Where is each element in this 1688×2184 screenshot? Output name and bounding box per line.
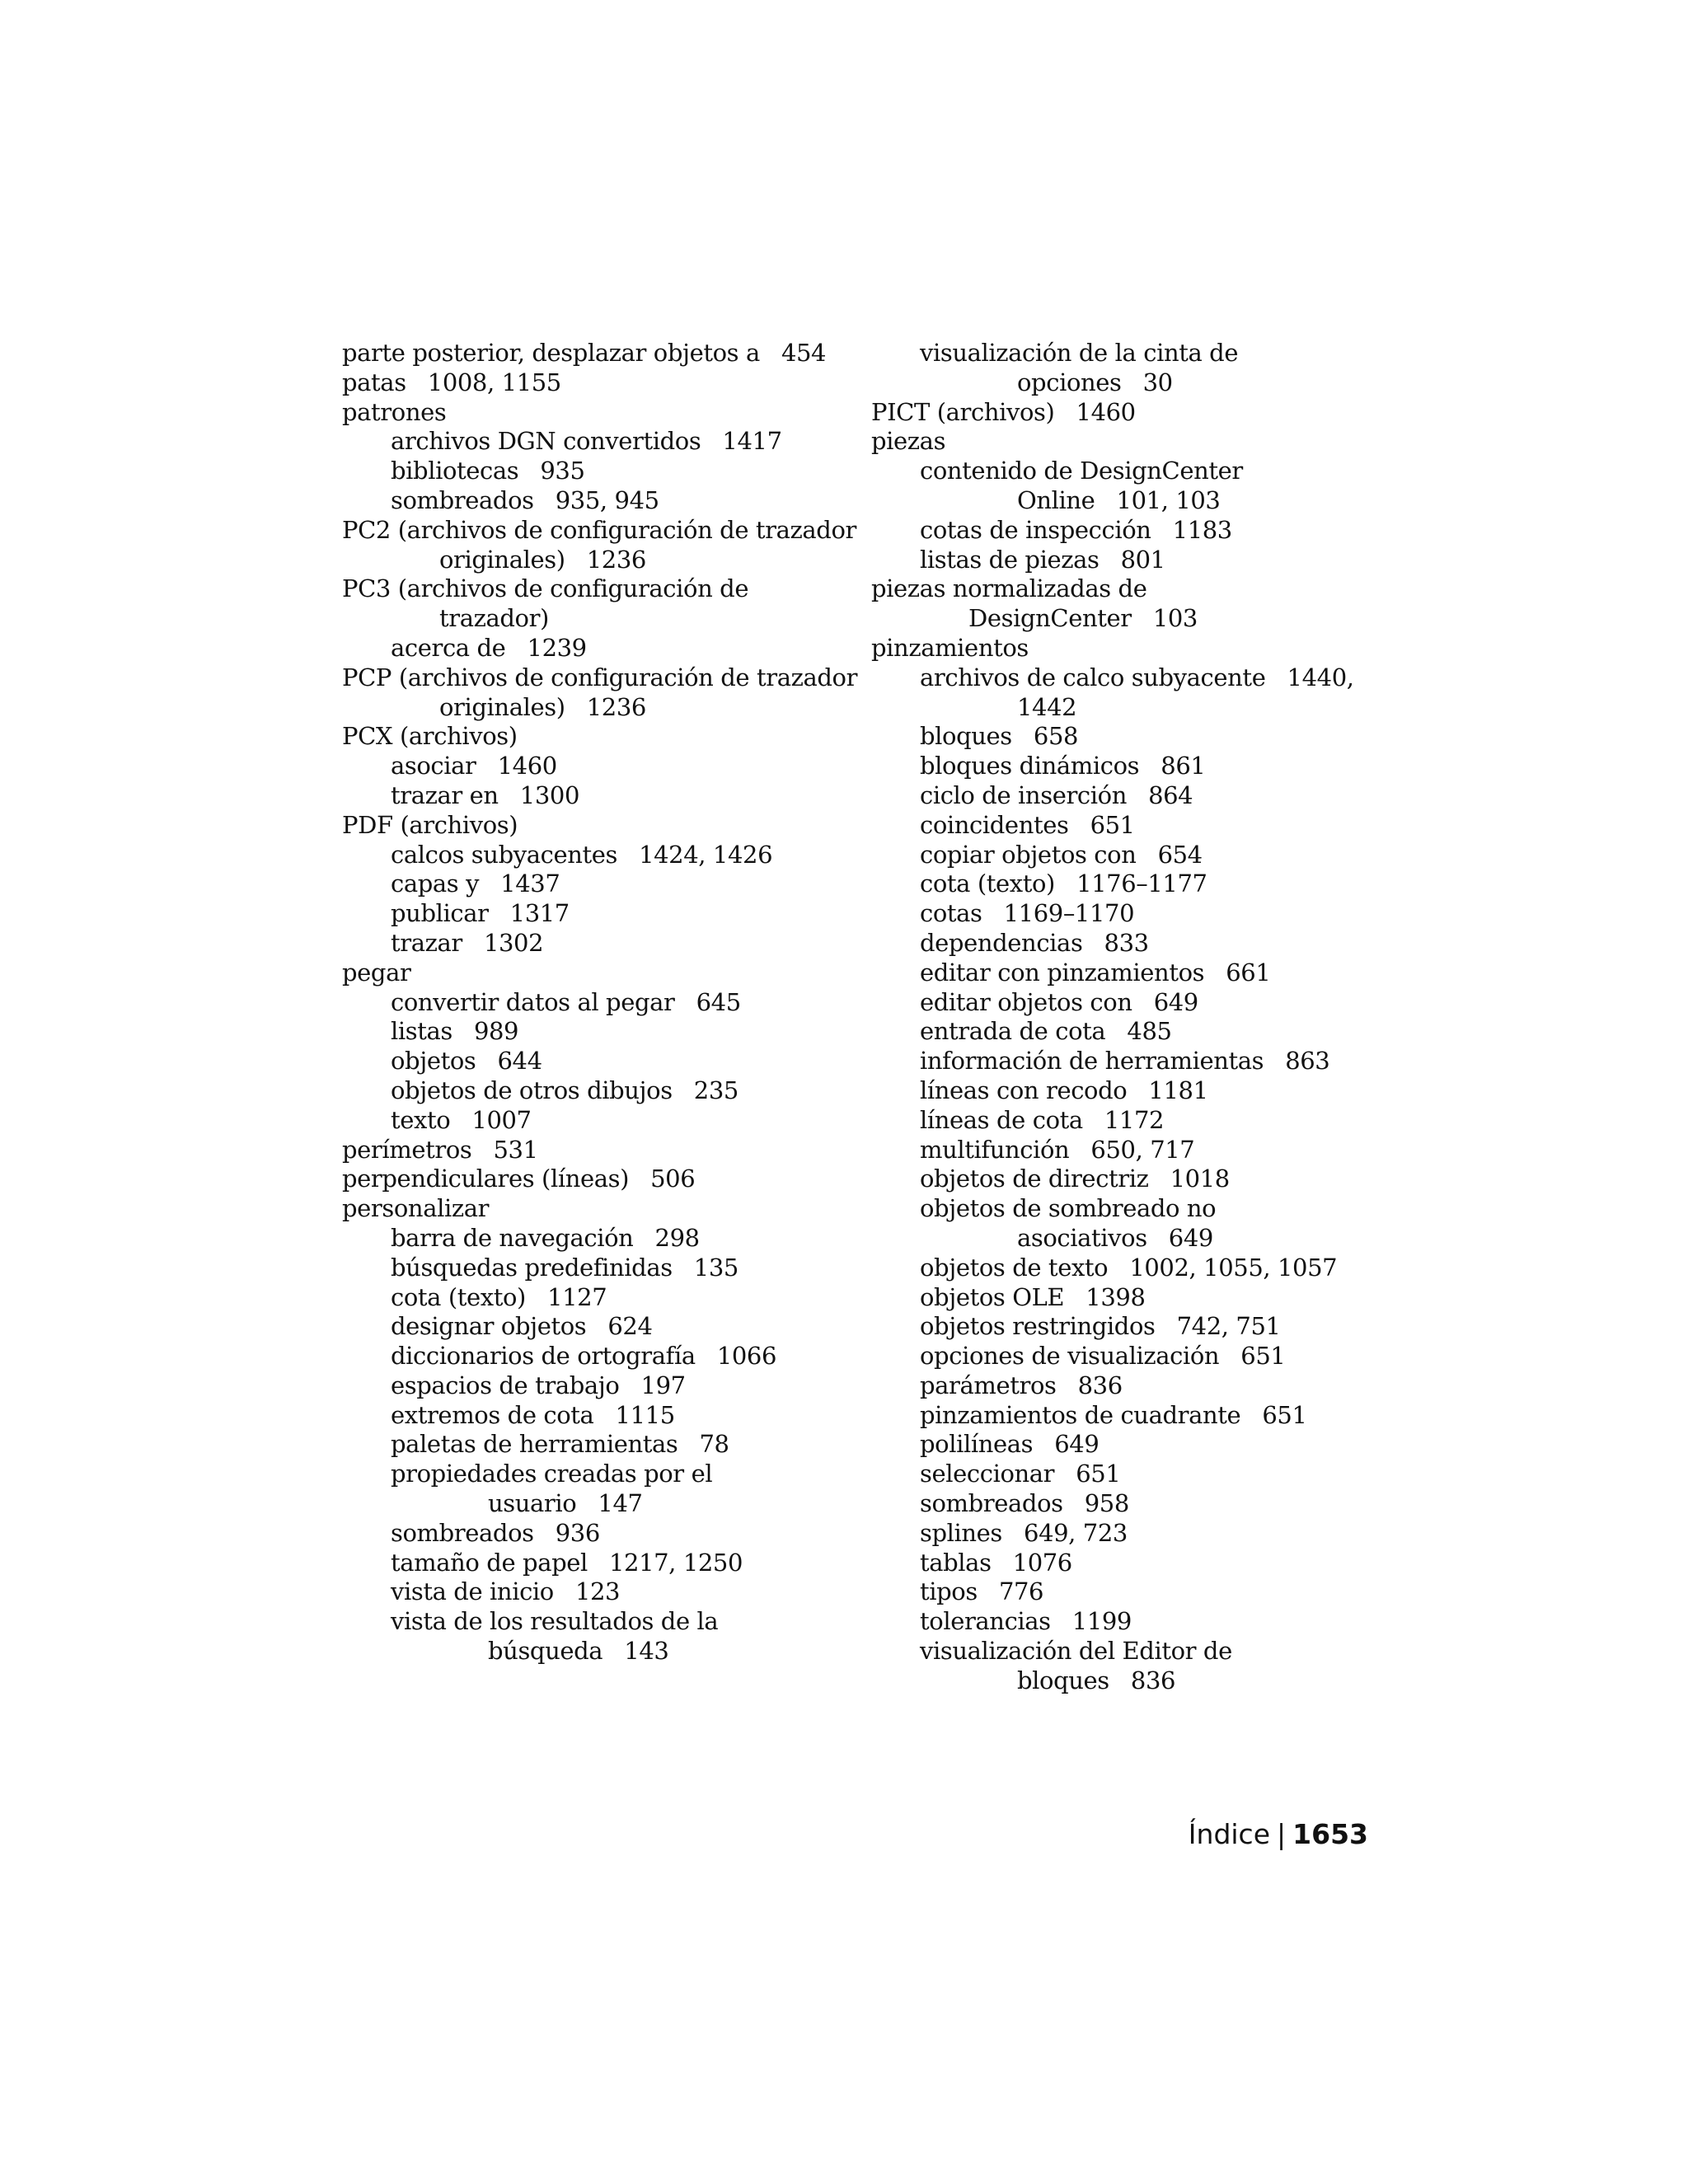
index-term: capas y xyxy=(391,869,480,898)
index-page-ref: 649 xyxy=(1054,1430,1100,1459)
index-term: listas de piezas xyxy=(920,545,1100,574)
index-term: opciones xyxy=(1017,368,1122,396)
index-term: trazador) xyxy=(439,604,549,633)
index-term: búsqueda xyxy=(488,1637,603,1666)
index-page-ref: 661 xyxy=(1226,958,1271,987)
index-term: originales) xyxy=(439,545,565,574)
index-term: parámetros xyxy=(920,1371,1057,1399)
index-page-ref: 801 xyxy=(1120,545,1165,574)
index-entry xyxy=(342,339,837,368)
index-term: sombreados xyxy=(920,1489,1063,1518)
index-entry xyxy=(871,663,1366,693)
index-entry xyxy=(342,722,837,752)
index-page-ref: 1115 xyxy=(615,1400,675,1429)
index-entry xyxy=(342,546,837,575)
index-page-ref: 1127 xyxy=(547,1282,607,1311)
index-entry xyxy=(871,368,1366,398)
index-page-ref: 649 xyxy=(1153,987,1198,1016)
index-term: líneas de cota xyxy=(920,1105,1083,1134)
index-page-ref: 1398 xyxy=(1085,1282,1146,1311)
index-entry xyxy=(342,1136,837,1165)
index-entry xyxy=(871,693,1366,723)
index-page-ref: 742, 751 xyxy=(1176,1312,1281,1341)
index-term: patas xyxy=(342,368,406,396)
index-entry xyxy=(871,1076,1366,1106)
index-entry xyxy=(342,427,837,457)
index-entry xyxy=(342,1401,837,1431)
index-term: sombreados xyxy=(391,1518,534,1547)
index-term: vista de inicio xyxy=(391,1577,554,1606)
index-term: seleccionar xyxy=(920,1460,1055,1488)
index-entry xyxy=(871,869,1366,899)
index-term: editar objetos con xyxy=(920,987,1132,1016)
index-term: objetos restringidos xyxy=(920,1312,1156,1341)
index-term: bloques dinámicos xyxy=(920,752,1140,780)
index-entry xyxy=(342,1371,837,1401)
index-term: editar con pinzamientos xyxy=(920,958,1205,987)
index-entry xyxy=(342,1254,837,1283)
index-entry xyxy=(871,1460,1366,1489)
index-term: bloques xyxy=(1017,1666,1109,1694)
index-term: PCX (archivos) xyxy=(342,722,518,751)
index-entry xyxy=(871,1371,1366,1401)
footer-separator: | xyxy=(1277,1818,1287,1850)
index-entry xyxy=(342,457,837,486)
index-page-ref: 1007 xyxy=(471,1105,532,1134)
index-page-ref: 935 xyxy=(540,457,585,485)
index-term: Online xyxy=(1017,485,1095,514)
index-entry xyxy=(342,1549,837,1578)
index-page-ref: 1460 xyxy=(497,752,557,780)
index-entry xyxy=(342,1342,837,1371)
index-entry xyxy=(871,1637,1366,1666)
index-page-ref: 1199 xyxy=(1071,1607,1132,1636)
index-term: trazar xyxy=(391,928,462,957)
index-entry xyxy=(871,1430,1366,1460)
index-page-ref: 103 xyxy=(1152,604,1198,633)
index-entry xyxy=(871,841,1366,870)
index-page-ref: 644 xyxy=(497,1047,542,1076)
index-term: designar objetos xyxy=(391,1312,587,1341)
index-entry xyxy=(342,1460,837,1489)
index-page-ref: 833 xyxy=(1104,928,1149,957)
index-page-ref: 1176–1177 xyxy=(1076,869,1207,898)
index-entry xyxy=(871,1224,1366,1254)
index-term: texto xyxy=(391,1105,451,1134)
index-page-ref: 651 xyxy=(1262,1400,1307,1429)
index-entry xyxy=(342,1489,837,1519)
index-term: entrada de cota xyxy=(920,1017,1106,1046)
index-column-left xyxy=(342,339,858,1666)
index-term: extremos de cota xyxy=(391,1400,594,1429)
index-term: bloques xyxy=(920,722,1012,751)
index-entry xyxy=(871,604,1366,634)
index-term: pinzamientos xyxy=(871,633,1029,662)
index-page-ref: 1236 xyxy=(586,545,646,574)
index-term: objetos de directriz xyxy=(920,1165,1149,1193)
index-page-ref: 836 xyxy=(1130,1666,1176,1694)
index-page-ref: 1018 xyxy=(1170,1165,1230,1193)
index-page-ref: 147 xyxy=(598,1489,643,1518)
index-page-ref: 454 xyxy=(781,339,827,367)
index-term: usuario xyxy=(488,1489,577,1518)
index-page-ref: 123 xyxy=(574,1577,621,1606)
index-entry xyxy=(342,869,837,899)
index-term: objetos OLE xyxy=(920,1282,1065,1311)
index-entry xyxy=(871,1342,1366,1371)
index-term: archivos de calco subyacente xyxy=(920,663,1266,691)
index-term: opciones de visualización xyxy=(920,1342,1220,1371)
index-page-ref: 645 xyxy=(696,987,741,1016)
index-page-ref: 1236 xyxy=(586,692,646,721)
index-entry xyxy=(342,1194,837,1224)
index-entry xyxy=(871,427,1366,457)
index-term: cota (texto) xyxy=(920,869,1055,898)
index-term: propiedades creadas por el xyxy=(391,1460,713,1488)
index-term: publicar xyxy=(391,899,489,928)
index-entry xyxy=(342,604,837,634)
index-entry xyxy=(342,1577,837,1607)
index-term: dependencias xyxy=(920,928,1083,957)
index-column-right xyxy=(871,339,1366,1696)
index-term: DesignCenter xyxy=(968,604,1132,633)
index-entry xyxy=(871,546,1366,575)
index-page-ref: 1183 xyxy=(1172,515,1232,544)
index-term: patrones xyxy=(342,397,447,426)
index-entry xyxy=(871,1047,1366,1076)
index-term: objetos xyxy=(391,1047,476,1076)
index-page-ref: 1008, 1155 xyxy=(427,368,561,396)
index-term: copiar objetos con xyxy=(920,840,1137,869)
index-entry xyxy=(871,457,1366,486)
index-term: parte posterior, desplazar objetos a xyxy=(342,339,760,367)
index-page-ref: 1239 xyxy=(527,633,587,662)
index-entry xyxy=(871,1666,1366,1696)
index-entry xyxy=(342,1017,837,1047)
index-entry xyxy=(342,1224,837,1254)
index-page-ref: 776 xyxy=(998,1577,1044,1606)
index-page-ref: 101, 103 xyxy=(1116,485,1221,514)
index-entry xyxy=(342,958,837,988)
index-entry xyxy=(871,1017,1366,1047)
index-entry xyxy=(342,811,837,841)
index-entry xyxy=(342,693,837,723)
index-page-ref: 649 xyxy=(1168,1223,1213,1252)
index-page-ref: 624 xyxy=(607,1312,653,1341)
index-page-ref: 197 xyxy=(640,1371,686,1399)
footer-page-number: 1653 xyxy=(1292,1818,1368,1850)
index-term: archivos DGN convertidos xyxy=(391,427,701,456)
index-page-ref: 1172 xyxy=(1104,1105,1165,1134)
index-entry xyxy=(871,899,1366,929)
index-term: acerca de xyxy=(391,633,506,662)
index-entry xyxy=(342,1430,837,1460)
index-entry xyxy=(871,574,1366,604)
index-term: convertir datos al pegar xyxy=(391,987,675,1016)
index-entry xyxy=(342,574,837,604)
index-page-ref: 1217, 1250 xyxy=(608,1548,743,1577)
index-entry xyxy=(342,486,837,516)
index-page-ref: 1424, 1426 xyxy=(639,840,773,869)
index-page-ref: 958 xyxy=(1084,1489,1129,1518)
index-page-ref: 298 xyxy=(654,1223,700,1252)
index-entry xyxy=(342,634,837,663)
index-term: objetos de texto xyxy=(920,1253,1109,1282)
index-entry xyxy=(342,1165,837,1194)
index-page-ref: 651 xyxy=(1090,810,1135,839)
index-entry xyxy=(342,398,837,428)
index-entry xyxy=(871,811,1366,841)
index-term: coincidentes xyxy=(920,810,1069,839)
index-page-ref: 1066 xyxy=(716,1342,777,1371)
index-term: PDF (archivos) xyxy=(342,810,518,839)
index-term: cotas xyxy=(920,899,982,928)
index-page-ref: 235 xyxy=(693,1076,738,1104)
index-page-ref: 1181 xyxy=(1148,1076,1208,1104)
index-entry xyxy=(871,1254,1366,1283)
index-page-ref: 1437 xyxy=(500,869,560,898)
index-entry xyxy=(342,1106,837,1136)
index-entry xyxy=(342,752,837,781)
index-term: polilíneas xyxy=(920,1430,1034,1459)
index-page-ref: 863 xyxy=(1285,1047,1330,1076)
index-page-ref: 935, 945 xyxy=(555,485,659,514)
index-term: contenido de DesignCenter xyxy=(920,457,1243,485)
index-entry xyxy=(871,398,1366,428)
footer-section-title: Índice xyxy=(1188,1818,1271,1850)
index-term: objetos de otros dibujos xyxy=(391,1076,673,1104)
index-term: visualización de la cinta de xyxy=(920,339,1239,367)
index-page-ref: 861 xyxy=(1160,752,1206,780)
index-entry xyxy=(871,1136,1366,1165)
index-term: tipos xyxy=(920,1577,978,1606)
index-entry xyxy=(871,486,1366,516)
index-entry xyxy=(342,663,858,693)
index-term: calcos subyacentes xyxy=(391,840,617,869)
index-entry xyxy=(871,1106,1366,1136)
index-entry xyxy=(871,1519,1366,1549)
index-term: perímetros xyxy=(342,1135,472,1164)
index-page-ref: 1302 xyxy=(483,928,544,957)
index-entry xyxy=(342,841,837,870)
index-entry xyxy=(342,1519,837,1549)
index-page-ref: 143 xyxy=(624,1637,669,1666)
index-term: personalizar xyxy=(342,1194,490,1223)
index-term: PC3 (archivos de configuración de xyxy=(342,574,749,603)
index-page-ref: 506 xyxy=(650,1165,696,1193)
index-term: piezas xyxy=(871,427,946,456)
index-page-ref: 1300 xyxy=(519,780,579,809)
index-entry xyxy=(871,752,1366,781)
index-entry xyxy=(871,1489,1366,1519)
index-entry xyxy=(871,1283,1366,1313)
index-entry xyxy=(342,781,837,811)
index-term: tamaño de papel xyxy=(391,1548,588,1577)
index-term: ciclo de inserción xyxy=(920,780,1127,809)
index-entry xyxy=(871,958,1366,988)
index-page-ref: 1169–1170 xyxy=(1003,899,1135,928)
index-entry xyxy=(342,515,856,546)
index-page-ref: 135 xyxy=(693,1253,738,1282)
index-term: información de herramientas xyxy=(920,1047,1264,1076)
index-page-ref: 864 xyxy=(1148,780,1193,809)
index-term: tablas xyxy=(920,1548,992,1577)
index-entry xyxy=(342,1607,837,1637)
index-entry xyxy=(342,1312,837,1342)
index-term: espacios de trabajo xyxy=(391,1371,620,1399)
index-page-ref: 654 xyxy=(1157,840,1203,869)
index-term: 1442 xyxy=(1017,692,1077,721)
index-entry xyxy=(871,988,1366,1018)
index-term: diccionarios de ortografía xyxy=(391,1342,696,1371)
index-page-ref: 989 xyxy=(473,1017,519,1046)
index-term: líneas con recodo xyxy=(920,1076,1128,1104)
index-entry xyxy=(342,1283,837,1313)
index-page-ref: 30 xyxy=(1142,368,1173,396)
index-term: paletas de herramientas xyxy=(391,1430,678,1459)
index-page-ref: 651 xyxy=(1076,1460,1121,1488)
index-entry xyxy=(342,1076,837,1106)
index-term: PICT (archivos) xyxy=(871,397,1055,426)
index-term: pegar xyxy=(342,958,411,987)
index-term: vista de los resultados de la xyxy=(391,1607,719,1636)
index-page-ref: 1460 xyxy=(1076,397,1136,426)
index-term: multifunción xyxy=(920,1135,1070,1164)
page-footer xyxy=(1189,1816,1368,1853)
index-term: cota (texto) xyxy=(391,1282,526,1311)
index-page-ref: 651 xyxy=(1240,1342,1286,1371)
index-term: piezas normalizadas de xyxy=(871,574,1147,603)
index-entry xyxy=(871,1165,1366,1194)
index-page-ref: 658 xyxy=(1033,722,1079,751)
index-page-ref: 836 xyxy=(1077,1371,1123,1399)
index-page-ref: 1317 xyxy=(509,899,570,928)
index-term: splines xyxy=(920,1518,1002,1547)
index-page-ref: 78 xyxy=(699,1430,729,1459)
index-term: bibliotecas xyxy=(391,457,519,485)
index-term: barra de navegación xyxy=(391,1223,634,1252)
index-term: listas xyxy=(391,1017,452,1046)
index-entry xyxy=(871,1194,1366,1224)
index-entry xyxy=(871,1401,1366,1431)
index-term: objetos de sombreado no xyxy=(920,1194,1217,1223)
index-page-ref: 1076 xyxy=(1012,1548,1072,1577)
index-page-ref: 1002, 1055, 1057 xyxy=(1129,1253,1338,1282)
index-page-ref: 649, 723 xyxy=(1024,1518,1128,1547)
index-term: originales) xyxy=(439,692,565,721)
index-term: trazar en xyxy=(391,780,499,809)
index-entry xyxy=(871,339,1366,368)
index-entry xyxy=(871,781,1366,811)
index-entry xyxy=(871,722,1366,752)
index-entry xyxy=(342,988,837,1018)
index-term: pinzamientos de cuadrante xyxy=(920,1400,1241,1429)
index-page-ref: 1417 xyxy=(722,427,782,456)
index-term: cotas de inspección xyxy=(920,515,1151,544)
index-entry xyxy=(342,1637,837,1666)
index-entry xyxy=(871,1549,1366,1578)
index-page-ref: 531 xyxy=(493,1135,538,1164)
index-entry xyxy=(342,368,837,398)
index-entry xyxy=(871,516,1366,546)
index-page-ref: 650, 717 xyxy=(1090,1135,1195,1164)
index-term: búsquedas predefinidas xyxy=(391,1253,673,1282)
index-entry xyxy=(342,929,837,958)
index-term: asociar xyxy=(391,752,476,780)
index-term: visualización del Editor de xyxy=(920,1637,1232,1666)
index-term: sombreados xyxy=(391,485,534,514)
index-entry xyxy=(871,1607,1366,1637)
index-term: PCP (archivos de configuración de trazador xyxy=(342,663,858,691)
index-term: PC2 (archivos de configuración de trazador xyxy=(342,515,856,544)
index-term: tolerancias xyxy=(920,1607,1051,1636)
index-entry xyxy=(871,1577,1366,1607)
index-entry xyxy=(342,899,837,929)
index-term: asociativos xyxy=(1017,1223,1147,1252)
index-entry xyxy=(871,1312,1366,1342)
index-entry xyxy=(871,929,1366,958)
index-page-ref: 1440, xyxy=(1287,663,1354,691)
index-entry xyxy=(871,634,1366,663)
index-entry xyxy=(342,1047,837,1076)
index-term: perpendiculares (líneas) xyxy=(342,1165,630,1193)
index-page-ref: 485 xyxy=(1127,1017,1172,1046)
index-page-ref: 936 xyxy=(555,1518,600,1547)
